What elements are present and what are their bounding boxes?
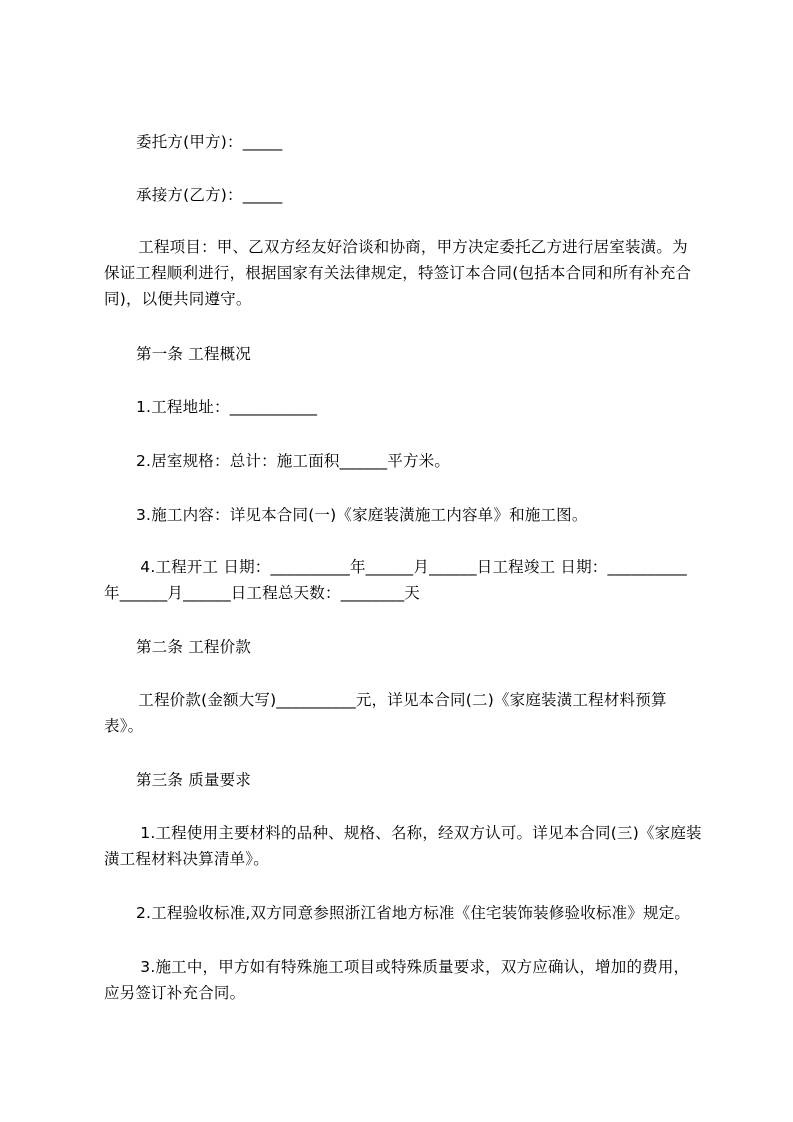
- section3-title: 第三条 质量要求: [136, 771, 252, 789]
- intro-paragraph: 工程项目：甲、乙双方经友好洽谈和协商，甲方决定委托乙方进行居室装潢。为 保证工程顺利进行，根据国家有关法律规定，特签订本合同(包括本合同和所有补充合同)，以便共同遵守。: [104, 238, 693, 308]
- party-b-line: 承接方(乙方)：_____: [136, 186, 283, 204]
- section1-item4: 4.工程开工 日期：__________年______月______日工程竣工 日期：__________年______月______日工程总天数：________天: [104, 558, 688, 602]
- section3-item2: 2.工程验收标准,双方同意参照浙江省地方标准《住宅装饰装修验收标准》规定。: [136, 904, 691, 922]
- section2-item1: 工程价款(金额大写)__________元，详见本合同(二)《家庭装潢工程材料预算表》。: [104, 691, 667, 735]
- section1-item2: 2.居室规格：总计：施工面积______平方米。: [136, 452, 451, 470]
- party-a-line: 委托方(甲方)：_____: [136, 133, 283, 151]
- section1-title: 第一条 工程概况: [136, 345, 252, 363]
- section2-title: 第二条 工程价款: [136, 638, 252, 656]
- section3-item1: 1.工程使用主要材料的品种、规格、名称，经双方认可。详见本合同(三)《家庭装潢工程材料决算清单》。: [104, 824, 702, 868]
- section3-item3: 3.施工中，甲方如有特殊施工项目或特殊质量要求，双方应确认，增加的费用，应另签订补充合同。: [104, 958, 690, 1002]
- section1-item3: 3.施工内容：详见本合同(一)《家庭装潢施工内容单》和施工图。: [136, 506, 588, 524]
- section1-item1: 1.工程地址：___________: [136, 398, 318, 416]
